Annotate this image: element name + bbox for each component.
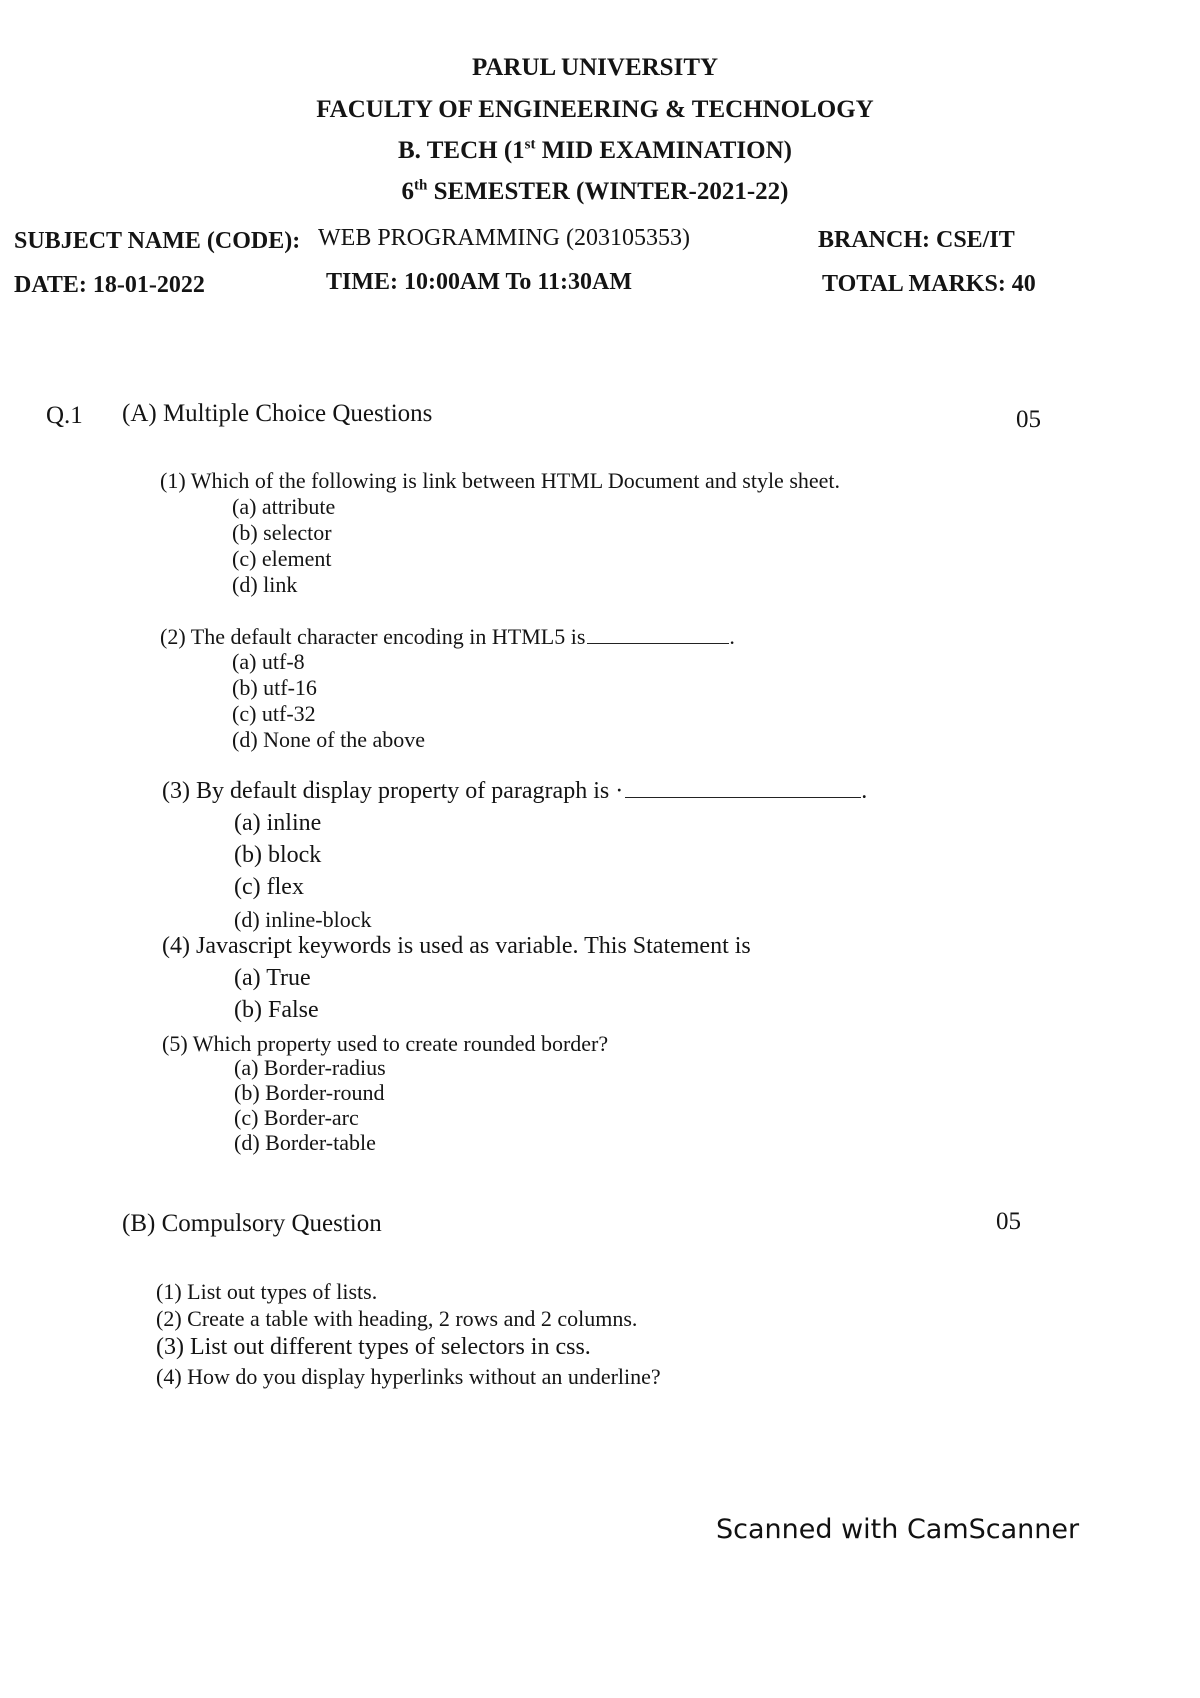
mcq-3-trail: .	[861, 778, 868, 804]
mcq-3	[162, 778, 867, 805]
semester-title-sup: th	[414, 177, 428, 194]
section-a-title: (A) Multiple Choice Questions	[122, 400, 433, 427]
mcq-4-num: (4)	[162, 933, 190, 959]
semester-title	[0, 178, 1190, 206]
mcq-4	[162, 933, 751, 960]
mcq-1-option-b: (b) selector	[232, 520, 332, 545]
exam-title-sup: st	[524, 136, 536, 153]
mcq-2-num: (2)	[160, 624, 186, 649]
compulsory-question-3: (3) List out different types of selectors in css.	[156, 1334, 591, 1360]
mcq-5-text: Which property used to create rounded border?	[192, 1031, 609, 1056]
mcq-3-blank	[625, 796, 861, 798]
total-marks: TOTAL MARKS: 40	[822, 271, 1036, 297]
semester-title-prefix: 6	[401, 178, 414, 205]
mcq-1-option-d: (d) link	[232, 572, 298, 597]
mcq-4-option-a: (a) True	[234, 965, 311, 991]
mcq-4-option-b: (b) False	[234, 997, 319, 1023]
branch: BRANCH: CSE/IT	[818, 227, 1015, 253]
mcq-3-option-d: (d) inline-block	[234, 907, 372, 932]
mcq-2-text: The default character encoding in HTML5 is	[190, 624, 586, 649]
exam-time: TIME: 10:00AM To 11:30AM	[326, 269, 632, 295]
mcq-3-text: By default display property of paragraph is ·	[195, 778, 624, 804]
camscanner-watermark: Scanned with CamScanner	[716, 1514, 1080, 1545]
section-a-marks: 05	[1016, 406, 1041, 433]
exam-title	[0, 137, 1190, 165]
mcq-3-num: (3)	[162, 778, 190, 804]
compulsory-question-2: (2) Create a table with heading, 2 rows and 2 columns.	[156, 1306, 638, 1331]
exam-date: DATE: 18-01-2022	[14, 272, 205, 298]
mcq-5-option-c: (c) Border-arc	[234, 1105, 359, 1130]
university-name: PARUL UNIVERSITY	[471, 54, 719, 81]
mcq-5-option-a: (a) Border-radius	[234, 1055, 386, 1080]
semester-title-suffix: SEMESTER (WINTER-2021-22)	[427, 178, 789, 205]
mcq-5-option-d: (d) Border-table	[234, 1130, 376, 1155]
mcq-2	[160, 624, 735, 650]
subject-value: WEB PROGRAMMING (203105353)	[318, 225, 690, 251]
mcq-1-num: (1)	[160, 468, 186, 493]
mcq-3-option-b: (b) block	[234, 842, 322, 868]
mcq-1-text: Which of the following is link between HTML Document and style sheet.	[190, 468, 841, 493]
mcq-5	[162, 1031, 608, 1057]
mcq-2-option-a: (a) utf-8	[232, 649, 305, 674]
exam-title-prefix: B. TECH (1	[398, 137, 525, 164]
mcq-1-option-c: (c) element	[232, 546, 332, 571]
mcq-4-text: Javascript keywords is used as variable. This Statement is	[195, 933, 751, 959]
mcq-2-trail: .	[729, 624, 735, 649]
mcq-3-option-c: (c) flex	[234, 874, 304, 900]
section-b-title: (B) Compulsory Question	[122, 1210, 382, 1237]
mcq-2-option-b: (b) utf-16	[232, 675, 317, 700]
mcq-5-option-b: (b) Border-round	[234, 1080, 385, 1105]
mcq-2-option-d: (d) None of the above	[232, 727, 426, 752]
mcq-3-option-a: (a) inline	[234, 810, 322, 836]
section-b-marks: 05	[996, 1208, 1021, 1235]
mcq-2-option-c: (c) utf-32	[232, 701, 316, 726]
question-number: Q.1	[46, 402, 83, 429]
compulsory-question-1: (1) List out types of lists.	[156, 1279, 378, 1304]
subject-label: SUBJECT NAME (CODE):	[14, 228, 301, 254]
mcq-2-blank	[587, 642, 729, 644]
mcq-5-num: (5)	[162, 1031, 188, 1056]
mcq-1	[160, 468, 840, 494]
faculty-name: FACULTY OF ENGINEERING & TECHNOLOGY	[316, 96, 874, 123]
mcq-1-option-a: (a) attribute	[232, 494, 336, 519]
compulsory-question-4: (4) How do you display hyperlinks without an underline?	[156, 1364, 661, 1389]
exam-title-suffix: MID EXAMINATION)	[535, 137, 792, 164]
